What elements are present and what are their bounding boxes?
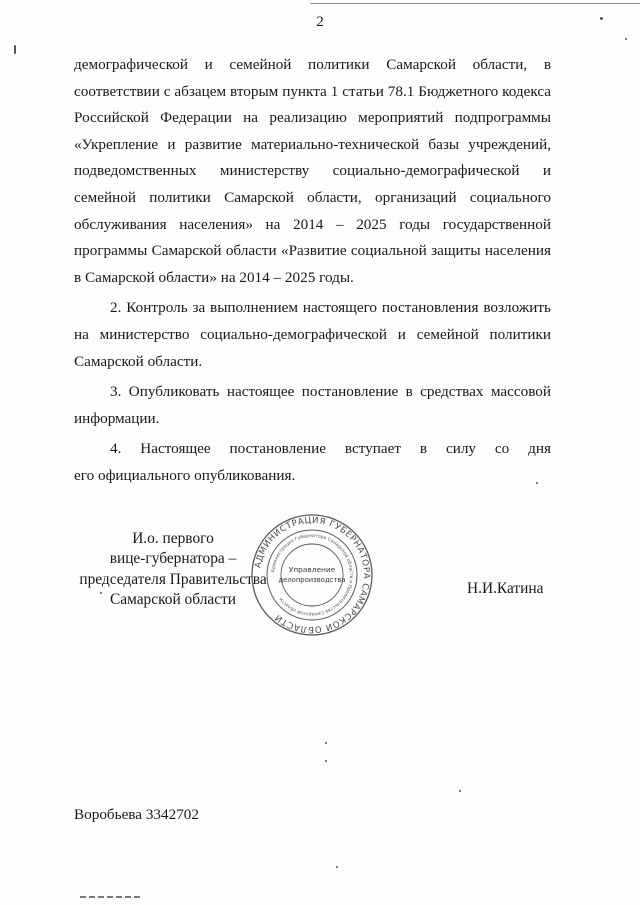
paragraph-2-line: на министерство социально-демографической и семейной политики: [74, 325, 551, 343]
page-number: 2: [316, 14, 324, 30]
seal-center-line: делопроизводства: [278, 576, 346, 584]
paragraph-1-line: демографической и семейной политики Самарской области, в: [74, 56, 551, 73]
scan-speck: [600, 17, 603, 20]
paragraph-3: [74, 379, 551, 432]
scan-speck: [14, 45, 16, 54]
executor-contact: Воробьева 3342702: [74, 806, 199, 823]
paragraph-1-line: соответствии с абзацем вторым пункта 1 статьи 78.1 Бюджетного кодекса: [74, 82, 551, 100]
official-seal-stamp: [250, 513, 374, 637]
paragraph-4-line: 4. Настоящее постановление вступает в силу со дня: [110, 440, 551, 458]
paragraph-2: [74, 295, 551, 375]
scan-speck: [336, 866, 338, 868]
paragraph-3-line: информации.: [74, 409, 160, 427]
document-body: [74, 52, 551, 490]
scan-speck: [459, 790, 461, 792]
seal-outer-text: АДМИНИСТРАЦИЯ ГУБЕРНАТОРА САМАРСКОЙ ОБЛАСТИ: [253, 515, 372, 635]
seal-inner-text: Администрация Губернатора Самарской области и Правительства Самарской области: [271, 533, 354, 617]
paragraph-1-line: подведомственных министерству социально-демографической и: [74, 162, 551, 180]
paragraph-3-line: 3. Опубликовать настоящее постановление в средствах массовой: [110, 383, 551, 401]
paragraph-4-line: его официального опубликования.: [74, 466, 296, 484]
seal-center-line: Управление: [288, 565, 336, 574]
scan-top-edge-line: [310, 3, 640, 4]
scan-speck: [536, 482, 538, 484]
scan-bottom-artifact: [80, 896, 140, 898]
paragraph-2-line: Самарской области.: [74, 352, 203, 370]
paragraph-1-line: семейной политики Самарской области, организаций социального: [74, 188, 551, 206]
scan-speck: [625, 38, 627, 40]
paragraph-1-line: программы Самарской области «Развитие социальной защиты населения: [74, 242, 551, 260]
scan-speck: [100, 592, 102, 594]
paragraph-1-line: в Самарской области» на 2014 – 2025 годы.: [74, 268, 354, 286]
signatory-title-line: председателя Правительства: [79, 570, 267, 588]
signatory-title-line: Самарской области: [109, 591, 236, 609]
paragraph-1-line: обслуживания населения» на 2014 – 2025 годы государственной: [74, 215, 551, 233]
signatory-title-line: вице-губернатора –: [109, 550, 237, 568]
paragraph-2-line: 2. Контроль за выполнением настоящего постановления возложить: [110, 299, 551, 317]
paragraph-1: [74, 52, 551, 291]
signatory-title: [78, 529, 268, 611]
scan-speck: [325, 742, 327, 744]
signatory-name: Н.И.Катина: [467, 580, 544, 597]
paragraph-4: [74, 436, 551, 489]
paragraph-1-line: Российской Федерации на реализацию мероприятий подпрограммы: [74, 109, 551, 127]
signatory-title-line: И.о. первого: [132, 530, 214, 547]
scan-speck: [325, 760, 327, 762]
paragraph-1-line: «Укрепление и развитие материально-технической базы учреждений,: [74, 135, 551, 153]
